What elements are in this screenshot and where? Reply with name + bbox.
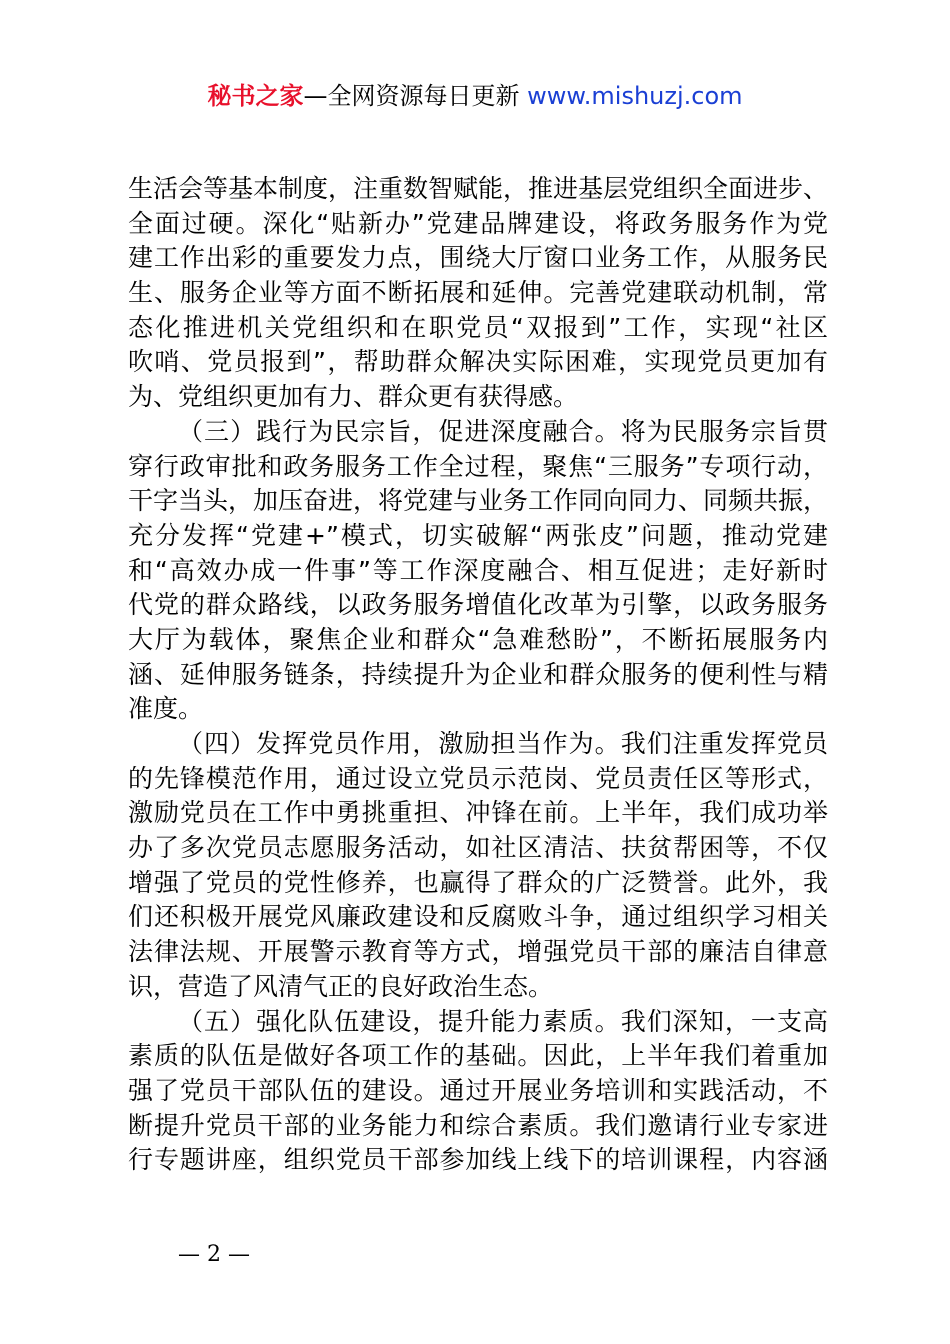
text-line: 们还积极开展党风廉政建设和反腐败斗争，通过组织学习相关 bbox=[128, 902, 828, 932]
page-number: — 2 — bbox=[178, 1242, 250, 1267]
text-line: 识，营造了风清气正的良好政治生态。 bbox=[128, 971, 554, 1001]
site-tagline: —全网资源每日更新 bbox=[303, 82, 528, 110]
text-line: 增强了党员的党性修养，也赢得了群众的广泛赞誉。此外，我 bbox=[128, 867, 828, 897]
text-line: 行专题讲座，组织党员干部参加线上线下的培训课程，内容涵 bbox=[128, 1145, 828, 1175]
site-url-link[interactable]: www.mishuzj.com bbox=[527, 82, 743, 110]
site-brand: 秘书之家 bbox=[207, 82, 304, 110]
text-line: 生、服务企业等方面不断拓展和延伸。完善党建联动机制，常 bbox=[128, 278, 828, 308]
text-line: 准度。 bbox=[128, 694, 204, 724]
document-body bbox=[128, 172, 828, 1178]
text-line: 办了多次党员志愿服务活动，如社区清洁、扶贫帮困等，不仅 bbox=[128, 833, 828, 863]
text-line: 充分发挥“党建+”模式，切实破解“两张皮”问题，推动党建 bbox=[128, 520, 828, 550]
text-line: 和“高效办成一件事”等工作深度融合、相互促进；走好新时 bbox=[128, 555, 828, 585]
text-line: 涵、延伸服务链条，持续提升为企业和群众服务的便利性与精 bbox=[128, 659, 828, 689]
text-line: 吹哨、党员报到”，帮助群众解决实际困难，实现党员更加有 bbox=[128, 347, 828, 377]
text-line: 的先锋模范作用，通过设立党员示范岗、党员责任区等形式， bbox=[128, 763, 828, 793]
text-line: 穿行政审批和政务服务工作全过程，聚焦“三服务”专项行动， bbox=[128, 451, 828, 481]
site-header bbox=[0, 80, 950, 112]
text-line: 生活会等基本制度，注重数智赋能，推进基层党组织全面进步、 bbox=[128, 174, 829, 203]
paragraph-start-line: （五）强化队伍建设，提升能力素质。我们深知，一支高 bbox=[178, 1006, 828, 1036]
text-line: 法律法规、开展警示教育等方式，增强党员干部的廉洁自律意 bbox=[128, 937, 828, 967]
text-line: 素质的队伍是做好各项工作的基础。因此，上半年我们着重加 bbox=[128, 1041, 828, 1071]
paragraph-start-line: （四）发挥党员作用，激励担当作为。我们注重发挥党员 bbox=[178, 729, 828, 758]
text-line: 激励党员在工作中勇挑重担、冲锋在前。上半年，我们成功举 bbox=[128, 798, 828, 828]
text-line: 断提升党员干部的业务能力和综合素质。我们邀请行业专家进 bbox=[128, 1110, 828, 1140]
text-line: 为、党组织更加有力、群众更有获得感。 bbox=[128, 382, 579, 412]
text-line: 态化推进机关党组织和在职党员“双报到”工作，实现“社区 bbox=[128, 312, 828, 342]
text-line: 全面过硬。深化“贴新办”党建品牌建设，将政务服务作为党 bbox=[128, 208, 828, 238]
paragraph-start-line: （三）践行为民宗旨，促进深度融合。将为民服务宗旨贯 bbox=[178, 416, 828, 446]
text-line: 干字当头，加压奋进，将党建与业务工作同向同力、同频共振， bbox=[128, 486, 829, 516]
text-line: 大厅为载体，聚焦企业和群众“急难愁盼”，不断拓展服务内 bbox=[128, 624, 828, 654]
text-line: 代党的群众路线，以政务服务增值化改革为引擎，以政务服务 bbox=[128, 590, 828, 620]
text-line: 强了党员干部队伍的建设。通过开展业务培训和实践活动，不 bbox=[128, 1075, 828, 1105]
text-line: 建工作出彩的重要发力点，围绕大厅窗口业务工作，从服务民 bbox=[128, 243, 828, 273]
